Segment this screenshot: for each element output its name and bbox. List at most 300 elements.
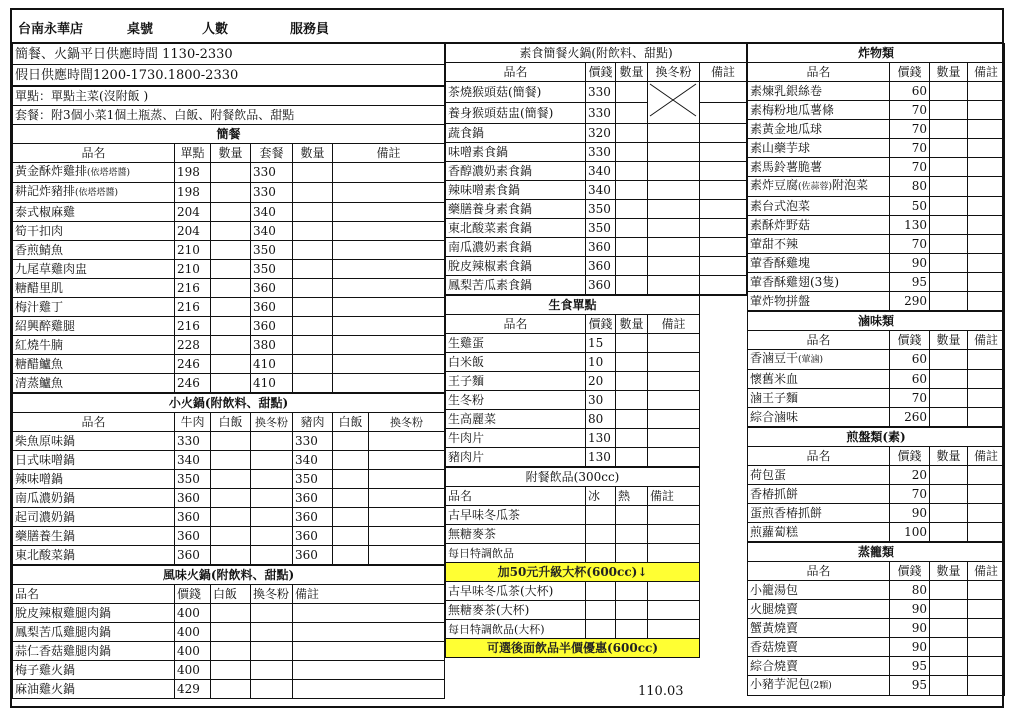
remark-field[interactable] [648, 353, 700, 372]
people-count-label: 人數 [202, 22, 229, 37]
price: 360 [586, 238, 616, 257]
remark-field[interactable] [333, 222, 445, 241]
remark-field[interactable] [968, 657, 1005, 676]
qty-field[interactable] [616, 372, 648, 391]
table-row [748, 82, 1005, 101]
item-label: 蛋煎香椿抓餅 [750, 505, 823, 520]
remark-field[interactable] [648, 506, 700, 525]
remark-field[interactable] [333, 241, 445, 260]
remark-field[interactable] [968, 600, 1005, 619]
rice-field[interactable] [211, 642, 251, 661]
remark-field[interactable] [968, 101, 1005, 120]
qty-field[interactable] [616, 334, 648, 353]
qty-field[interactable] [211, 222, 251, 241]
remark-field[interactable] [700, 124, 747, 143]
hot-field[interactable] [616, 601, 648, 620]
column-header: 品名 [13, 144, 175, 163]
column-header: 價錢 [890, 447, 930, 466]
item-name: 麻油雞火鍋 [13, 680, 175, 699]
noodle-field[interactable] [251, 546, 293, 566]
remark-field[interactable] [968, 638, 1005, 657]
qty-field[interactable] [930, 254, 968, 273]
remark-field[interactable] [968, 581, 1005, 600]
qty-field[interactable] [930, 177, 968, 197]
remark-field[interactable] [293, 604, 445, 623]
hotpot-header-row [13, 413, 445, 432]
column-header: 品名 [748, 63, 890, 82]
simple-header-row [13, 144, 445, 163]
noodle-field[interactable] [251, 470, 293, 489]
remark-field[interactable] [700, 181, 747, 200]
qty-field[interactable] [930, 273, 968, 292]
remark-field[interactable] [648, 525, 700, 544]
drink-header-row [446, 487, 747, 506]
qty-field[interactable] [616, 448, 648, 468]
price: 60 [890, 82, 930, 101]
qty-field[interactable] [211, 298, 251, 317]
item-suffix: 附泡菜 [832, 178, 869, 192]
remark-field[interactable] [968, 216, 1005, 235]
qty-field[interactable] [930, 139, 968, 158]
qty-field[interactable] [293, 298, 333, 317]
remark-field[interactable] [968, 197, 1005, 216]
remark-field[interactable] [333, 260, 445, 279]
remark-field[interactable] [700, 162, 747, 181]
table-row [446, 334, 747, 353]
ice-field[interactable] [586, 544, 616, 563]
noodle-field[interactable] [369, 508, 445, 527]
qty-field[interactable] [930, 370, 968, 389]
noodle-field[interactable] [251, 451, 293, 470]
table-row [13, 642, 445, 661]
column-header: 套餐 [251, 144, 293, 163]
remark-field[interactable] [968, 158, 1005, 177]
service-hours-weekday: 簡餐、火鍋平日供應時間 1130-2330 [13, 44, 445, 65]
noodle-field[interactable] [251, 623, 293, 642]
table-row [446, 124, 747, 143]
qty-field[interactable] [930, 389, 968, 408]
noodle-field[interactable] [369, 489, 445, 508]
remark-field[interactable] [968, 292, 1005, 312]
remark-field[interactable] [700, 82, 747, 103]
remark-field[interactable] [648, 372, 700, 391]
item-label: 黃金酥炸雞排 [15, 164, 88, 178]
blank-cell [700, 315, 747, 334]
remark-field[interactable] [333, 163, 445, 183]
remark-field[interactable] [968, 254, 1005, 273]
item-name: 辣味噌素食鍋 [446, 181, 586, 200]
table-row [446, 391, 747, 410]
qty-field[interactable] [616, 410, 648, 429]
rice-field[interactable] [211, 546, 251, 566]
table-row [748, 504, 1005, 523]
remark-field[interactable] [968, 466, 1005, 485]
remark-field[interactable] [700, 238, 747, 257]
qty-field[interactable] [930, 657, 968, 676]
qty-field[interactable] [930, 676, 968, 696]
remark-field[interactable] [700, 257, 747, 276]
qty-field[interactable] [930, 197, 968, 216]
table-row [748, 177, 1005, 197]
table-row [13, 355, 445, 374]
table-row [13, 222, 445, 241]
table-row [13, 470, 445, 489]
qty-field[interactable] [930, 466, 968, 485]
rice-field[interactable] [211, 623, 251, 642]
qty-field[interactable] [616, 353, 648, 372]
rice-field[interactable] [333, 546, 369, 566]
beef-price: 350 [175, 470, 211, 489]
item-name: 蔬食鍋 [446, 124, 586, 143]
table-row [13, 451, 445, 470]
qty-field[interactable] [616, 257, 648, 276]
pork-price: 360 [293, 489, 333, 508]
table-row [748, 216, 1005, 235]
item-name [748, 657, 890, 676]
remark-field[interactable] [700, 276, 747, 296]
rice-field[interactable] [211, 604, 251, 623]
section-title-hotpot: 小火鍋(附飲料、甜點) [13, 393, 445, 413]
qty-field[interactable] [211, 355, 251, 374]
table-row [748, 350, 1005, 370]
item-name [748, 292, 890, 312]
service-hours-holiday [13, 65, 445, 87]
qty-field[interactable] [930, 350, 968, 370]
price: 429 [175, 680, 211, 699]
qty-field[interactable] [930, 408, 968, 428]
remark-field[interactable] [968, 408, 1005, 428]
noodle-field[interactable] [369, 527, 445, 546]
qty-field[interactable] [616, 219, 648, 238]
remark-field[interactable] [648, 544, 700, 563]
price: 15 [586, 334, 616, 353]
table-row [748, 581, 1005, 600]
hot-field[interactable] [616, 506, 648, 525]
blank-cell [700, 334, 747, 353]
qty-field[interactable] [616, 238, 648, 257]
remark-field[interactable] [333, 374, 445, 394]
section-header-row [748, 63, 1005, 82]
single-price: 198 [175, 163, 211, 183]
qty-field[interactable] [930, 120, 968, 139]
noodle-field[interactable] [251, 642, 293, 661]
qty-field[interactable] [293, 183, 333, 203]
rice-field[interactable] [211, 508, 251, 527]
rice-field[interactable] [211, 661, 251, 680]
noodle-field[interactable] [648, 276, 700, 296]
rice-field[interactable] [211, 470, 251, 489]
qty-field[interactable] [930, 485, 968, 504]
price: 340 [586, 181, 616, 200]
qty-field[interactable] [293, 317, 333, 336]
table-row [748, 292, 1005, 312]
remark-field[interactable] [968, 389, 1005, 408]
qty-field[interactable] [930, 581, 968, 600]
column-header: 白飯 [211, 585, 251, 604]
qty-field[interactable] [616, 276, 648, 296]
remark-field[interactable] [968, 139, 1005, 158]
table-row [446, 429, 747, 448]
remark-field[interactable] [293, 680, 445, 699]
set-price: 410 [251, 355, 293, 374]
price: 330 [586, 82, 616, 103]
table-row [446, 162, 747, 181]
set-price: 330 [251, 183, 293, 203]
table-row [13, 163, 445, 183]
item-name [748, 197, 890, 216]
qty-field[interactable] [211, 336, 251, 355]
column-header: 冰 [586, 487, 616, 506]
qty-field[interactable] [211, 260, 251, 279]
noodle-field[interactable] [648, 124, 700, 143]
rice-field[interactable] [211, 451, 251, 470]
rice-field[interactable] [333, 489, 369, 508]
noodle-field[interactable] [251, 604, 293, 623]
remark-field[interactable] [968, 523, 1005, 543]
rice-field[interactable] [211, 432, 251, 451]
remark-field[interactable] [968, 82, 1005, 101]
qty-field[interactable] [930, 504, 968, 523]
noodle-field[interactable] [251, 489, 293, 508]
rice-field[interactable] [211, 680, 251, 699]
remark-field[interactable] [293, 642, 445, 661]
noodle-field[interactable] [369, 451, 445, 470]
ice-field[interactable] [586, 601, 616, 620]
item-name: 辣味噌鍋 [13, 470, 175, 489]
qty-field[interactable] [616, 429, 648, 448]
rice-field[interactable] [333, 470, 369, 489]
remark-field[interactable] [333, 336, 445, 355]
price: 80 [890, 581, 930, 600]
qty-field[interactable] [930, 158, 968, 177]
noodle-field[interactable] [251, 432, 293, 451]
qty-field[interactable] [616, 162, 648, 181]
item-name: 脫皮辣椒素食鍋 [446, 257, 586, 276]
section-title-drinks: 附餐飲品(300cc) [446, 467, 700, 487]
blank-cell [700, 620, 747, 639]
rice-field[interactable] [333, 508, 369, 527]
blank-cell [700, 601, 747, 620]
qty-field[interactable] [616, 82, 648, 103]
qty-field[interactable] [211, 163, 251, 183]
noodle-field[interactable] [251, 508, 293, 527]
qty-field[interactable] [293, 222, 333, 241]
hot-field[interactable] [616, 582, 648, 601]
noodle-field[interactable] [648, 143, 700, 162]
remark-field[interactable] [648, 448, 700, 468]
qty-field[interactable] [930, 619, 968, 638]
qty-field[interactable] [930, 523, 968, 543]
price: 80 [586, 410, 616, 429]
noodle-field[interactable] [251, 527, 293, 546]
remark-field[interactable] [333, 183, 445, 203]
remark-field[interactable] [700, 200, 747, 219]
qty-field[interactable] [211, 203, 251, 222]
qty-field[interactable] [616, 200, 648, 219]
item-name: 生高麗菜 [446, 410, 586, 429]
remark-field[interactable] [968, 504, 1005, 523]
hot-field[interactable] [616, 620, 648, 639]
noodle-field[interactable] [648, 200, 700, 219]
remark-field[interactable] [700, 219, 747, 238]
set-price: 360 [251, 298, 293, 317]
remark-field[interactable] [968, 177, 1005, 197]
noodle-field[interactable] [251, 661, 293, 680]
table-row [748, 370, 1005, 389]
item-name: 養身猴頭菇盅(簡餐) [446, 103, 586, 124]
qty-field[interactable] [293, 260, 333, 279]
drink-title-row [446, 467, 747, 487]
table-row [446, 620, 747, 639]
ice-field[interactable] [586, 525, 616, 544]
column-header: 換冬粉 [648, 63, 700, 82]
remark-field[interactable] [333, 203, 445, 222]
column-header: 數量 [616, 63, 648, 82]
qty-field[interactable] [211, 183, 251, 203]
table-row [748, 638, 1005, 657]
qty-field[interactable] [616, 103, 648, 124]
item-label: 素黃金地瓜球 [750, 121, 823, 136]
rice-field[interactable] [211, 489, 251, 508]
noodle-field[interactable] [648, 219, 700, 238]
remark-field[interactable] [648, 601, 700, 620]
remark-field[interactable] [333, 355, 445, 374]
qty-field[interactable] [616, 391, 648, 410]
ice-field[interactable] [586, 582, 616, 601]
qty-field[interactable] [293, 336, 333, 355]
shop-name: 台南永華店 [18, 22, 84, 37]
noodle-field[interactable] [648, 162, 700, 181]
remark-field[interactable] [333, 279, 445, 298]
simple-title-row [13, 125, 445, 144]
remark-field[interactable] [968, 235, 1005, 254]
qty-field[interactable] [930, 101, 968, 120]
sheet-header [12, 10, 1002, 44]
qty-field[interactable] [293, 355, 333, 374]
item-label: 素台式泡菜 [750, 198, 811, 213]
ice-field[interactable] [586, 620, 616, 639]
column-header: 備註 [700, 63, 747, 82]
qty-field[interactable] [616, 124, 648, 143]
item-name: 東北酸菜素食鍋 [446, 219, 586, 238]
remark-field[interactable] [968, 350, 1005, 370]
qty-field[interactable] [293, 374, 333, 394]
column-header: 價錢 [890, 331, 930, 350]
remark-field[interactable] [968, 619, 1005, 638]
item-name [748, 638, 890, 657]
section-title-flavor-hotpot: 風味火鍋(附飲料、甜點) [13, 565, 445, 585]
remark-field[interactable] [968, 120, 1005, 139]
middle-column-table [445, 43, 747, 658]
column-header: 數量 [616, 315, 648, 334]
item-label: 泰式椒麻雞 [15, 204, 76, 219]
rice-field[interactable] [333, 451, 369, 470]
table-row [446, 506, 747, 525]
qty-field[interactable] [930, 292, 968, 312]
rice-field[interactable] [211, 527, 251, 546]
noodle-field[interactable] [369, 432, 445, 451]
remark-field[interactable] [648, 620, 700, 639]
remark-field[interactable] [648, 391, 700, 410]
noodle-field[interactable] [648, 238, 700, 257]
price: 60 [890, 370, 930, 389]
remark-field[interactable] [648, 429, 700, 448]
remark-field[interactable] [700, 143, 747, 162]
qty-field[interactable] [211, 374, 251, 394]
price: 70 [890, 158, 930, 177]
item-name [13, 222, 175, 241]
column-header: 數量 [930, 562, 968, 581]
price: 10 [586, 353, 616, 372]
item-name [13, 183, 175, 203]
qty-field[interactable] [293, 163, 333, 183]
noodle-field[interactable] [251, 680, 293, 699]
remark-field[interactable] [700, 103, 747, 124]
remark-field[interactable] [648, 582, 700, 601]
column-header: 品名 [446, 63, 586, 82]
qty-field[interactable] [293, 241, 333, 260]
table-row [748, 676, 1005, 696]
remark-field[interactable] [968, 370, 1005, 389]
column-header: 牛肉 [175, 413, 211, 432]
qty-field[interactable] [211, 279, 251, 298]
table-row [446, 200, 747, 219]
qty-field[interactable] [930, 235, 968, 254]
remark-field[interactable] [648, 334, 700, 353]
rice-field[interactable] [333, 527, 369, 546]
qty-field[interactable] [930, 82, 968, 101]
ice-field[interactable] [586, 506, 616, 525]
qty-field[interactable] [930, 600, 968, 619]
left-column-table [12, 43, 445, 699]
rice-field[interactable] [333, 432, 369, 451]
qty-field[interactable] [293, 279, 333, 298]
item-name: 南瓜濃奶素食鍋 [446, 238, 586, 257]
remark-field[interactable] [333, 298, 445, 317]
hot-field[interactable] [616, 525, 648, 544]
qty-field[interactable] [616, 143, 648, 162]
remark-field[interactable] [333, 317, 445, 336]
column-header: 備註 [333, 144, 445, 163]
remark-field[interactable] [968, 676, 1005, 696]
single-order-rule [13, 86, 445, 106]
remark-field[interactable] [293, 623, 445, 642]
qty-field[interactable] [930, 216, 968, 235]
menu-version: 110.03 [638, 684, 684, 699]
qty-field[interactable] [211, 317, 251, 336]
qty-field[interactable] [930, 638, 968, 657]
price: 95 [890, 676, 930, 696]
set-price: 340 [251, 203, 293, 222]
beef-price: 340 [175, 451, 211, 470]
remark-field[interactable] [968, 485, 1005, 504]
column-header: 數量 [930, 63, 968, 82]
hot-field[interactable] [616, 544, 648, 563]
noodle-field[interactable] [648, 257, 700, 276]
noodle-field[interactable] [648, 181, 700, 200]
remark-field[interactable] [293, 661, 445, 680]
qty-field[interactable] [293, 203, 333, 222]
noodle-field[interactable] [369, 546, 445, 566]
noodle-field[interactable] [369, 470, 445, 489]
section-title-raw-items: 生食單點 [446, 295, 700, 315]
qty-field[interactable] [211, 241, 251, 260]
qty-field[interactable] [616, 181, 648, 200]
item-name: 東北酸菜鍋 [13, 546, 175, 566]
table-row [446, 372, 747, 391]
remark-field[interactable] [648, 410, 700, 429]
remark-field[interactable] [968, 273, 1005, 292]
